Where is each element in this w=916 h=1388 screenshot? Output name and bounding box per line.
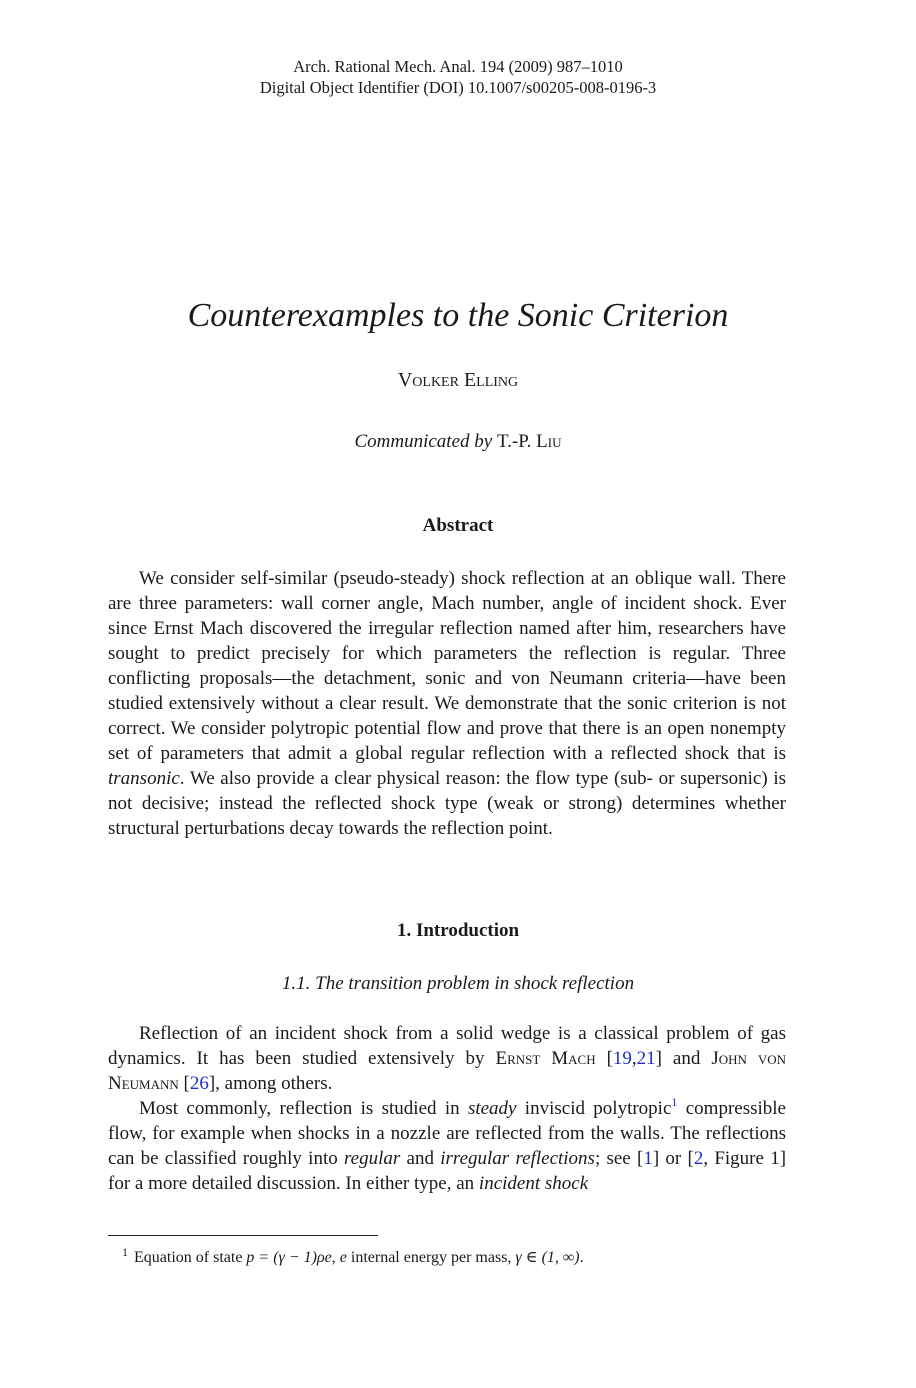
citation-link[interactable]: 26: [189, 1073, 209, 1094]
citation-link[interactable]: 21: [636, 1048, 656, 1069]
abstract-heading: Abstract: [422, 515, 494, 536]
footnote-mark: 1: [122, 1245, 128, 1259]
doi-line: Digital Object Identifier (DOI) 10.1007/s00205-008-0196-3: [259, 78, 657, 97]
subsection-heading: 1.1. The transition problem in shock reflection: [281, 973, 635, 994]
footnote: $^1$ Equation of state p = (γ − 1)ρe, e internal energy per mass, γ ∈ (1, ∞).: [122, 1245, 584, 1266]
citation-link[interactable]: 1: [643, 1148, 653, 1169]
citation-link[interactable]: 19: [612, 1048, 632, 1069]
intro-paragraph-1: Reflection of an incident shock from a solid wedge is a classical problem of gas dynamics. It has been studied extensively by Ernst Mach [19,21] and John von Neumann [26], among others.: [108, 1023, 786, 1094]
footnote-reference[interactable]: 1: [671, 1095, 678, 1109]
abstract-text: We consider self-similar (pseudo-steady) shock reflection at an oblique wall. There are three parameters: wall corner angle, Mach number, angle of incident shock. Ever since Ernst Mach discovered the irregular reflection named after him, researchers have sought to predict precisely for which parameters the reflection is regular. Three conflicting proposals—the detachment, sonic and von Neumann criteria—have been studied extensively without a clear result. We demonstrate that the sonic criterion is not correct. We consider polytropic potential flow and prove that there is an open nonempty set of parameters that admit a global regular reflection with a reflected shock that is transonic. We also provide a clear physical reason: the flow type (sub- or supersonic) is not decisive; instead the reflected shock type (weak or strong) determines whether structural perturbations decay towards the reflection point.: [108, 568, 786, 839]
journal-citation: Arch. Rational Mech. Anal. 194 (2009) 987–1010: [293, 57, 623, 76]
person-name: Ernst Mach: [495, 1048, 596, 1069]
communicated-by: [0, 429, 916, 455]
communicator-name: T.-P. Liu: [496, 431, 562, 452]
person-name: John von Neumann: [108, 1048, 786, 1094]
section-heading: 1. Introduction: [396, 920, 520, 941]
communicated-prefix: Communicated by: [354, 431, 493, 452]
footnote-divider: [108, 1235, 378, 1236]
intro-paragraph-2: Most commonly, reflection is studied in steady inviscid polytropic$^1$ compressible flow, for example when shocks in a nozzle are reflected from the walls. The reflections can be classified roughly into regular and irregular reflections; see [1] or [2, Figure 1] for a more detailed discussion. In either type, an incident shock: [108, 1095, 787, 1194]
citation-link[interactable]: 2: [693, 1148, 704, 1169]
abstract-emphasis: transonic: [108, 768, 180, 789]
paper-title: Counterexamples to the Sonic Criterion: [187, 297, 729, 334]
author-name: Volker Elling: [397, 369, 519, 391]
